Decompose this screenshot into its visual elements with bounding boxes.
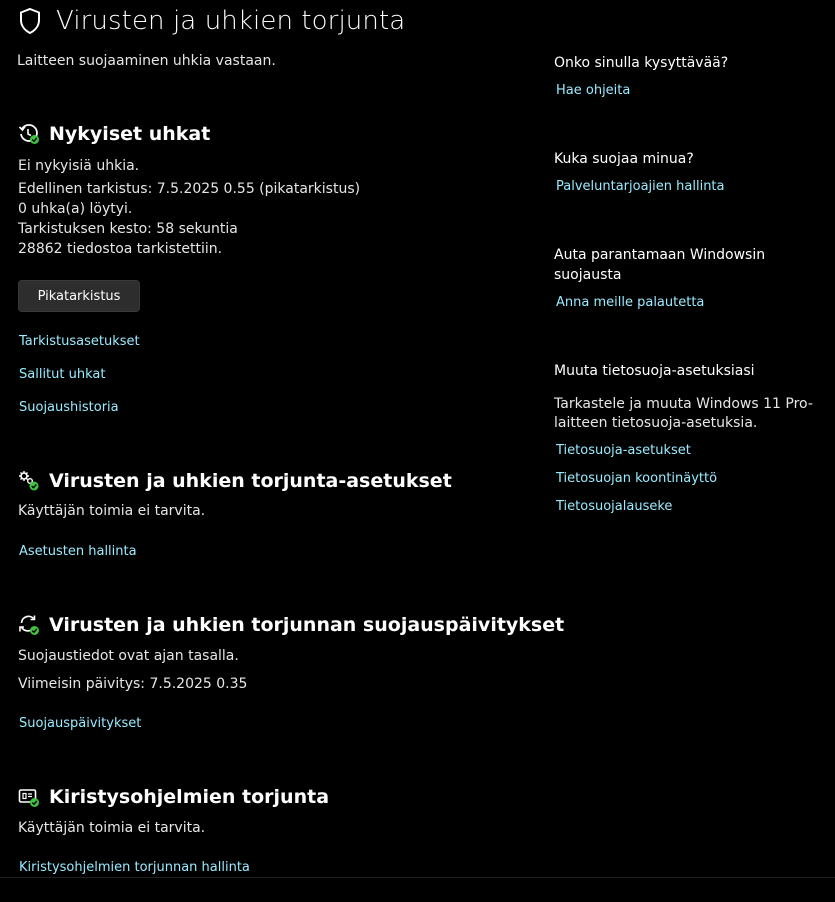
ransomware-manage-link[interactable]: Kiristysohjelmien torjunnan hallinta	[19, 860, 250, 875]
privacy-dashboard-link[interactable]: Tietosuojan koontinäyttö	[556, 471, 718, 486]
feedback-link[interactable]: Anna meille palautetta	[556, 295, 705, 310]
improve-heading-line1: Auta parantamaan Windowsin	[554, 247, 766, 263]
privacy-text-line1: Tarkastele ja muuta Windows 11 Pro-	[554, 396, 813, 412]
protection-updates-link[interactable]: Suojauspäivitykset	[19, 716, 142, 731]
updates-heading: Virusten ja uhkien torjunnan suojauspäivitykset	[49, 614, 565, 636]
questions-heading: Onko sinulla kysyttävää?	[554, 55, 729, 71]
get-help-link[interactable]: Hae ohjeita	[556, 83, 631, 98]
who-protects-heading: Kuka suojaa minua?	[554, 151, 694, 167]
manage-settings-link[interactable]: Asetusten hallinta	[19, 544, 137, 559]
last-update: Viimeisin päivitys: 7.5.2025 0.35	[18, 676, 248, 692]
protection-history-link[interactable]: Suojaushistoria	[19, 400, 119, 415]
ransomware-heading: Kiristysohjelmien torjunta	[49, 786, 330, 808]
ransomware-status: Käyttäjän toimia ei tarvita.	[18, 820, 206, 836]
allowed-threats-link[interactable]: Sallitut uhkat	[19, 367, 106, 382]
improve-heading-line2: suojausta	[554, 267, 622, 283]
gear-check-icon	[18, 470, 40, 492]
current-threats-heading: Nykyiset uhkat	[49, 123, 211, 145]
definitions-status: Suojaustiedot ovat ajan tasalla.	[18, 648, 239, 664]
privacy-heading: Muuta tietosuoja-asetuksiasi	[554, 363, 755, 379]
settings-heading: Virusten ja uhkien torjunta-asetukset	[49, 470, 452, 492]
files-scanned: 28862 tiedostoa tarkistettiin.	[18, 241, 223, 257]
manage-providers-link[interactable]: Palveluntarjoajien hallinta	[556, 179, 725, 194]
scan-options-link[interactable]: Tarkistusasetukset	[19, 334, 140, 349]
bottom-divider	[0, 877, 835, 878]
privacy-settings-link[interactable]: Tietosuoja-asetukset	[556, 443, 691, 458]
quick-scan-button[interactable]: Pikatarkistus	[18, 280, 140, 312]
privacy-statement-link[interactable]: Tietosuojalauseke	[556, 499, 673, 514]
threat-status: Ei nykyisiä uhkia.	[18, 158, 140, 174]
privacy-text-line2: laitteen tietosuoja-asetuksia.	[554, 415, 758, 431]
last-scan: Edellinen tarkistus: 7.5.2025 0.55 (pikatarkistus)	[18, 181, 361, 197]
history-check-icon	[18, 123, 40, 145]
shield-icon	[18, 7, 42, 35]
page-subtitle: Laitteen suojaaminen uhkia vastaan.	[17, 53, 276, 69]
refresh-check-icon	[18, 614, 40, 636]
threats-found: 0 uhka(a) löytyi.	[18, 201, 133, 217]
page-title: Virusten ja uhkien torjunta	[56, 6, 406, 36]
scan-duration: Tarkistuksen kesto: 58 sekuntia	[18, 221, 238, 237]
ransomware-check-icon	[18, 787, 40, 809]
settings-status: Käyttäjän toimia ei tarvita.	[18, 503, 206, 519]
